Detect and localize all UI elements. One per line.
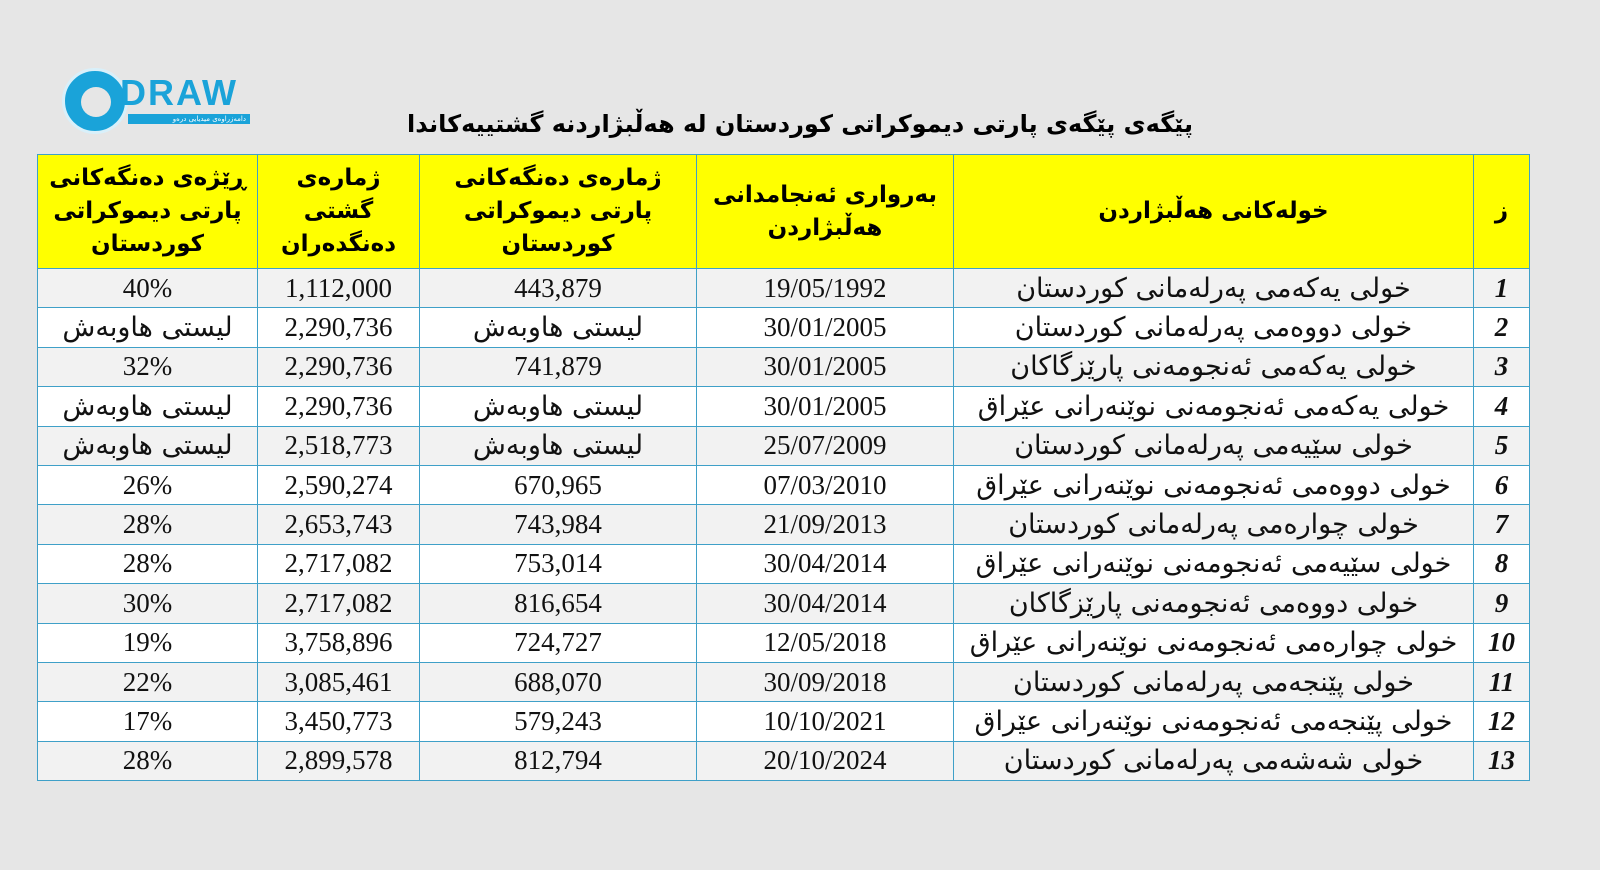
cell-round: خولی یەکەمی ئەنجومەنی نوێنەرانی عێراق — [954, 387, 1474, 426]
cell-kdp-share: لیستی هاوبەش — [38, 426, 258, 465]
cell-date: 12/05/2018 — [697, 623, 954, 662]
cell-round: خولی یەکەمی ئەنجومەنی پارێزگاکان — [954, 347, 1474, 386]
cell-kdp-votes: 443,879 — [420, 269, 697, 308]
cell-date: 25/07/2009 — [697, 426, 954, 465]
header-date: بەرواری ئەنجامدانی هەڵبژاردن — [697, 155, 954, 269]
cell-kdp-share: 22% — [38, 662, 258, 701]
header-round: خولەکانی هەڵبژاردن — [954, 155, 1474, 269]
cell-total-votes: 2,899,578 — [258, 741, 420, 780]
cell-round: خولی دووەمی پەرلەمانی کوردستان — [954, 308, 1474, 347]
cell-num: 1 — [1474, 269, 1530, 308]
header-kdp-votes: ژمارەی دەنگەکانی پارتی دیموکراتی کوردستان — [420, 155, 697, 269]
table-row — [38, 702, 1530, 741]
cell-round: خولی دووەمی ئەنجومەنی نوێنەرانی عێراق — [954, 465, 1474, 504]
cell-kdp-votes: 741,879 — [420, 347, 697, 386]
logo-tagline: دامەزراوەی میدیایی درەو — [128, 114, 250, 124]
cell-round: خولی پێنجەمی پەرلەمانی کوردستان — [954, 662, 1474, 701]
cell-kdp-share: 28% — [38, 505, 258, 544]
cell-kdp-share: 19% — [38, 623, 258, 662]
cell-num: 2 — [1474, 308, 1530, 347]
cell-total-votes: 3,085,461 — [258, 662, 420, 701]
table-row — [38, 426, 1530, 465]
cell-round: خولی چوارەمی پەرلەمانی کوردستان — [954, 505, 1474, 544]
cell-kdp-votes: 579,243 — [420, 702, 697, 741]
table-header-row — [38, 155, 1530, 269]
cell-date: 30/04/2014 — [697, 584, 954, 623]
cell-num: 10 — [1474, 623, 1530, 662]
cell-num: 6 — [1474, 465, 1530, 504]
cell-round: خولی سێیەمی پەرلەمانی کوردستان — [954, 426, 1474, 465]
cell-total-votes: 1,112,000 — [258, 269, 420, 308]
logo-wordmark: DRAW — [120, 72, 238, 113]
table-row — [38, 465, 1530, 504]
cell-kdp-votes: 688,070 — [420, 662, 697, 701]
cell-kdp-share: 26% — [38, 465, 258, 504]
table-row — [38, 505, 1530, 544]
cell-total-votes: 2,653,743 — [258, 505, 420, 544]
table-row — [38, 387, 1530, 426]
cell-round: خولی چوارەمی ئەنجومەنی نوێنەرانی عێراق — [954, 623, 1474, 662]
table-row — [38, 308, 1530, 347]
cell-kdp-share: 17% — [38, 702, 258, 741]
cell-date: 21/09/2013 — [697, 505, 954, 544]
cell-total-votes: 2,518,773 — [258, 426, 420, 465]
cell-total-votes: 2,290,736 — [258, 308, 420, 347]
cell-total-votes: 2,590,274 — [258, 465, 420, 504]
cell-kdp-votes: 812,794 — [420, 741, 697, 780]
table-row — [38, 269, 1530, 308]
cell-date: 30/01/2005 — [697, 308, 954, 347]
cell-date: 30/01/2005 — [697, 347, 954, 386]
cell-date: 19/05/1992 — [697, 269, 954, 308]
cell-total-votes: 2,290,736 — [258, 347, 420, 386]
table-row — [38, 584, 1530, 623]
cell-kdp-votes: 816,654 — [420, 584, 697, 623]
cell-date: 30/04/2014 — [697, 544, 954, 583]
cell-round: خولی دووەمی ئەنجومەنی پارێزگاکان — [954, 584, 1474, 623]
cell-date: 30/01/2005 — [697, 387, 954, 426]
table-row — [38, 741, 1530, 780]
cell-num: 13 — [1474, 741, 1530, 780]
cell-kdp-share: 40% — [38, 269, 258, 308]
cell-kdp-votes: لیستی هاوبەش — [420, 426, 697, 465]
table-row — [38, 544, 1530, 583]
table-row — [38, 662, 1530, 701]
page-title: پێگەی پێگەی پارتی دیموکراتی کوردستان لە هەڵبژاردنە گشتییەکاندا — [407, 110, 1193, 138]
header-kdp-share: ڕێژەی دەنگەکانی پارتی دیموکراتی کوردستان — [38, 155, 258, 269]
cell-kdp-votes: 753,014 — [420, 544, 697, 583]
cell-kdp-votes: 670,965 — [420, 465, 697, 504]
table-row — [38, 347, 1530, 386]
cell-date: 30/09/2018 — [697, 662, 954, 701]
cell-kdp-votes: لیستی هاوبەش — [420, 308, 697, 347]
cell-num: 3 — [1474, 347, 1530, 386]
cell-num: 9 — [1474, 584, 1530, 623]
cell-kdp-share: 32% — [38, 347, 258, 386]
cell-kdp-share: 30% — [38, 584, 258, 623]
cell-num: 8 — [1474, 544, 1530, 583]
cell-total-votes: 2,717,082 — [258, 544, 420, 583]
cell-num: 4 — [1474, 387, 1530, 426]
cell-kdp-share: 28% — [38, 544, 258, 583]
draw-logo — [62, 66, 252, 140]
cell-kdp-share: لیستی هاوبەش — [38, 308, 258, 347]
cell-kdp-share: 28% — [38, 741, 258, 780]
cell-date: 20/10/2024 — [697, 741, 954, 780]
header-num: ز — [1474, 155, 1530, 269]
cell-round: خولی یەکەمی پەرلەمانی کوردستان — [954, 269, 1474, 308]
cell-num: 5 — [1474, 426, 1530, 465]
cell-date: 07/03/2010 — [697, 465, 954, 504]
cell-total-votes: 2,717,082 — [258, 584, 420, 623]
cell-num: 7 — [1474, 505, 1530, 544]
logo-circle-icon — [62, 68, 128, 134]
table-row — [38, 623, 1530, 662]
cell-num: 12 — [1474, 702, 1530, 741]
cell-round: خولی شەشەمی پەرلەمانی کوردستان — [954, 741, 1474, 780]
cell-round: خولی سێیەمی ئەنجومەنی نوێنەرانی عێراق — [954, 544, 1474, 583]
cell-kdp-votes: 743,984 — [420, 505, 697, 544]
elections-table — [37, 154, 1530, 781]
cell-kdp-votes: 724,727 — [420, 623, 697, 662]
cell-total-votes: 3,758,896 — [258, 623, 420, 662]
cell-kdp-votes: لیستی هاوبەش — [420, 387, 697, 426]
cell-num: 11 — [1474, 662, 1530, 701]
cell-total-votes: 3,450,773 — [258, 702, 420, 741]
cell-date: 10/10/2021 — [697, 702, 954, 741]
cell-round: خولی پێنجەمی ئەنجومەنی نوێنەرانی عێراق — [954, 702, 1474, 741]
header-total-votes: ژمارەی گشتی دەنگدەران — [258, 155, 420, 269]
cell-kdp-share: لیستی هاوبەش — [38, 387, 258, 426]
cell-total-votes: 2,290,736 — [258, 387, 420, 426]
